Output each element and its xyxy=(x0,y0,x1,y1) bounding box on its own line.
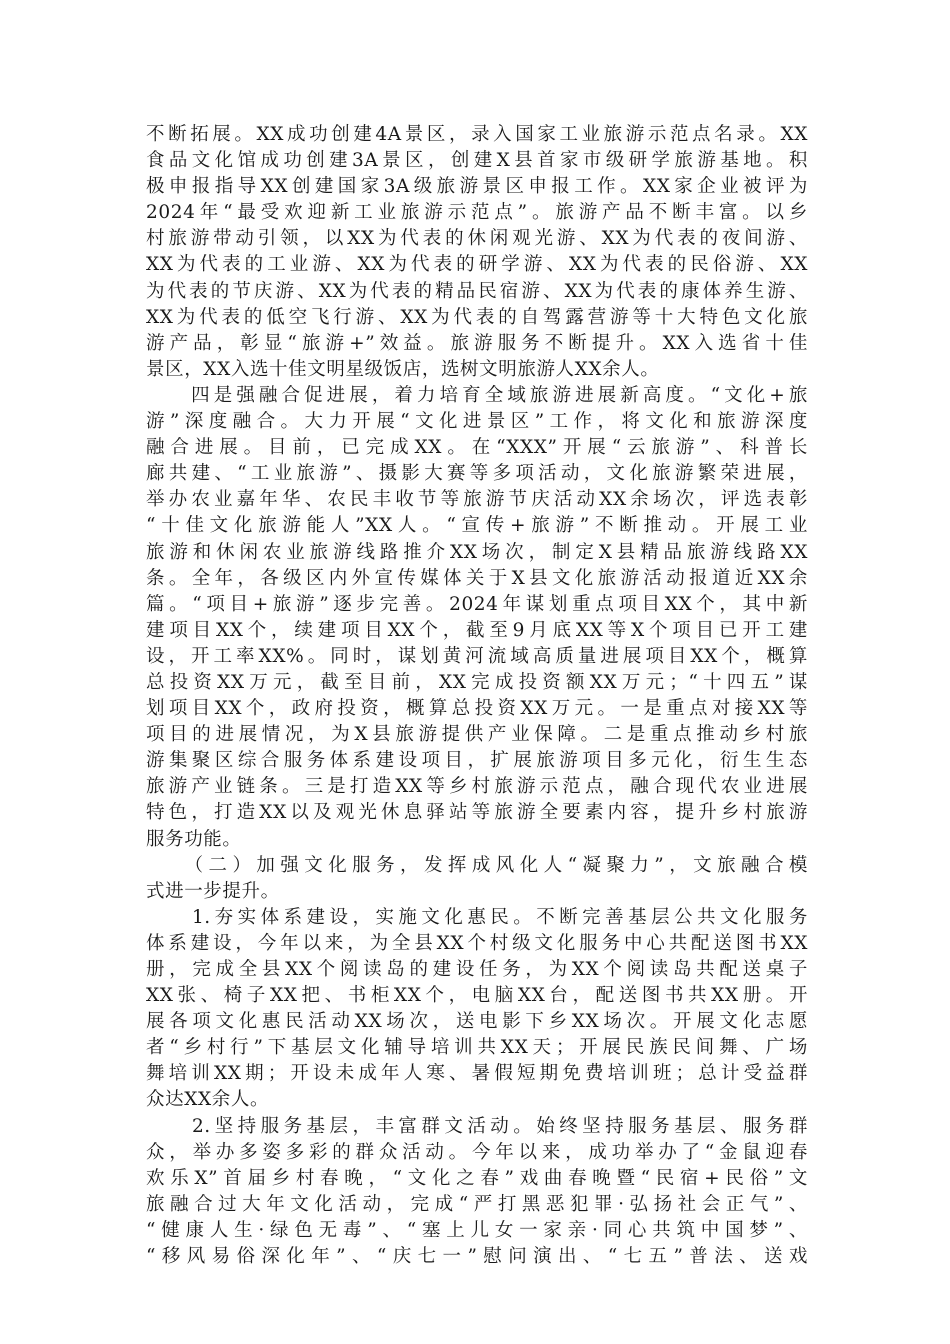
text-line: 式进一步提升。 xyxy=(146,880,280,902)
text-line: 设，开工率XX%。同时，谋划黄河流域高质量进展项目XX个，概算 xyxy=(146,645,808,667)
text-line: 服务功能。 xyxy=(146,828,242,850)
text-line: 项目的进展情况，为X县旅游提供产业保障。二是重点推动乡村旅 xyxy=(146,724,808,746)
text-line: 舞培训XX期；开设未成年人寒、暑假短期免费培训班；总计受益群 xyxy=(146,1063,808,1085)
text-line: 不断拓展。XX成功创建4A景区，录入国家工业旅游示范点名录。XX xyxy=(146,124,808,145)
text-line: 1.夯实体系建设，实施文化惠民。不断完善基层公共文化服务 xyxy=(146,906,808,928)
text-line: 建项目XX个，续建项目XX个，截至9月底XX等X个项目已开工建 xyxy=(146,619,808,641)
text-line: 食品文化馆成功创建3A景区，创建X县首家市级研学旅游基地。积 xyxy=(146,150,808,172)
text-line: 游产品，彰显“旅游+”效益。旅游服务不断提升。XX入选省十佳 xyxy=(146,332,808,354)
text-line: 景区，XX入选十佳文明星级饭店，选树文明旅游人XX余人。 xyxy=(146,358,660,380)
text-line: （二）加强文化服务，发挥成风化人“凝聚力”，文旅融合模 xyxy=(146,854,808,876)
text-line: 欢乐X”首届乡村春晚，“文化之春”戏曲春晚暨“民宿+民俗”文 xyxy=(146,1167,808,1189)
text-line: 旅游和休闲农业旅游线路推介XX场次，制定X县精品旅游线路XX xyxy=(146,541,808,563)
body-text xyxy=(146,122,808,1270)
text-line: 者“乡村行”下基层文化辅导培训共XX天；开展民族民间舞、广场 xyxy=(146,1037,808,1059)
text-line: 四是强融合促进展，着力培育全域旅游进展新高度。“文化+旅 xyxy=(146,384,808,406)
text-line: 2.坚持服务基层，丰富群文活动。始终坚持服务基层、服务群 xyxy=(146,1115,808,1137)
text-line: 极申报指导XX创建国家3A级旅游景区申报工作。XX家企业被评为 xyxy=(146,176,808,198)
text-line: 为代表的节庆游、XX为代表的精品民宿游、XX为代表的康体养生游、 xyxy=(146,280,808,302)
text-line: 篇。“项目+旅游”逐步完善。2024年谋划重点项目XX个，其中新 xyxy=(146,593,808,615)
text-line: “移风易俗深化年”、“庆七一”慰问演出、“七五”普法、送戏 xyxy=(146,1246,808,1268)
text-line: 游”深度融合。大力开展“文化进景区”工作，将文化和旅游深度 xyxy=(146,411,808,433)
text-line: 册，完成全县XX个阅读岛的建设任务，为XX个阅读岛共配送桌子 xyxy=(146,959,808,980)
text-line: 体系建设，今年以来，为全县XX个村级文化服务中心共配送图书XX xyxy=(146,932,808,954)
text-line: 举办农业嘉年华、农民丰收节等旅游节庆活动XX余场次，评选表彰 xyxy=(146,489,808,511)
text-line: “十佳文化旅游能人”XX人。“宣传+旅游”不断推动。开展工业 xyxy=(146,515,808,537)
text-line: 众，举办多姿多彩的群众活动。今年以来，成功举办了“金鼠迎春 xyxy=(146,1141,808,1163)
text-line: XX为代表的低空飞行游、XX为代表的自驾露营游等十大特色文化旅 xyxy=(146,306,808,328)
text-line: XX为代表的工业游、XX为代表的研学游、XX为代表的民俗游、XX xyxy=(146,254,808,276)
text-line: 划项目XX个，政府投资，概算总投资XX万元。一是重点对接XX等 xyxy=(146,698,808,720)
text-line: 游集聚区综合服务体系建设项目，扩展旅游项目多元化，衍生生态 xyxy=(146,750,808,772)
text-line: “健康人生·绿色无毒”、“塞上儿女一家亲·同心共筑中国梦”、 xyxy=(146,1219,808,1241)
text-line: 总投资XX万元，截至目前，XX完成投资额XX万元；“十四五”谋 xyxy=(146,671,808,693)
text-line: 廊共建、“工业旅游”、摄影大赛等多项活动，文化旅游繁荣进展， xyxy=(146,463,808,485)
text-line: 特色，打造XX以及观光休息驿站等旅游全要素内容，提升乡村旅游 xyxy=(146,802,808,824)
text-line: 融合进展。目前，已完成XX。在“XXX”开展“云旅游”、科普长 xyxy=(146,437,808,459)
text-line: 旅游产业链条。三是打造XX等乡村旅游示范点，融合现代农业进展 xyxy=(146,776,808,798)
text-line: 众达XX余人。 xyxy=(146,1089,270,1111)
text-line: 村旅游带动引领，以XX为代表的休闲观光游、XX为代表的夜间游、 xyxy=(146,228,808,250)
text-line: 展各项文化惠民活动XX场次，送电影下乡XX场次。开展文化志愿 xyxy=(146,1011,808,1033)
text-line: 条。全年，各级区内外宣传媒体关于X县文化旅游活动报道近XX余 xyxy=(146,567,808,589)
text-line: 2024年“最受欢迎新工业旅游示范点”。旅游产品不断丰富。以乡 xyxy=(146,202,808,224)
text-line: XX张、椅子XX把、书柜XX个，电脑XX台，配送图书共XX册。开 xyxy=(146,985,808,1007)
text-line: 旅融合过大年文化活动，完成“严打黑恶犯罪·弘扬社会正气”、 xyxy=(146,1193,808,1215)
